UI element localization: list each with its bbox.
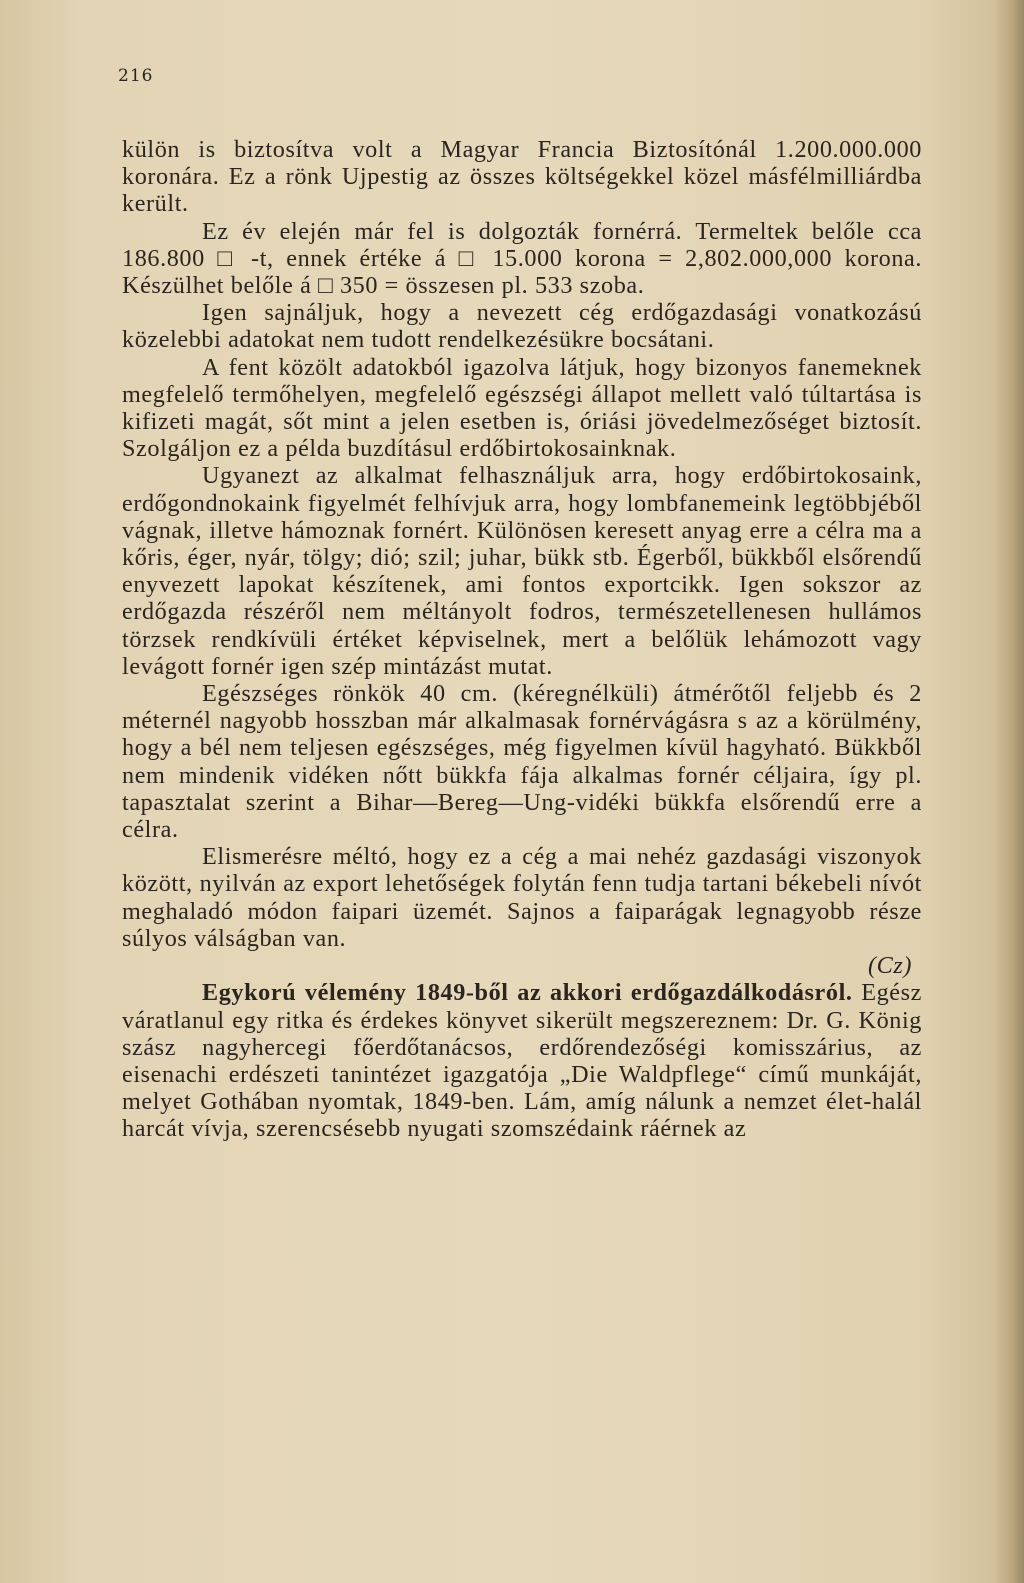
section-heading-text: Egykorú vélemény 1849-ből az akkori erdőgazdálkodásról. (202, 979, 853, 1007)
section-body: Egész váratlanul egy ritka és érdekes könyvet sikerült megszereznem: Dr. G. König szász nagyhercegi főerdőtanácsos, erdőrendezőségi komisszárius, az eisenachi erdészeti tanintézet igazgatója „Die Waldpflege“ című munkáját, melyet Gothában nyomtak, 1849-ben. Lám, amíg nálunk a nemzet élet-halál harcát vívja, szerencsésebb nyugati szomszédaink ráérnek az (122, 979, 922, 1143)
section-heading (122, 979, 922, 1142)
page-number: 216 (118, 66, 154, 86)
paragraph-2: Ez év elején már fel is dolgozták fornérrá. Termeltek belőle cca 186.800 □ -t, ennek értéke á □ 15.000 korona = 2,802.000,000 korona. Készülhet belőle á □ 350 = összesen pl. 533 szoba. (122, 217, 922, 300)
author-signature: (Cz) (867, 952, 912, 980)
paragraph-1: külön is biztosítva volt a Magyar Francia Biztosítónál 1.200.000.000 koronára. Ez a rönk Ujpestig az összes költségekkel közel másfélmilliárdba került. (122, 136, 922, 218)
paragraph-5: Ugyanezt az alkalmat felhasználjuk arra, hogy erdőbirtokosaink, erdőgondnokaink figyelmét felhívjuk arra, hogy lombfanemeink legtöbbjéből vágnak, illetve hámoznak fornért. Különösen keresett anyag erre a célra ma a kőris, éger, nyár, tölgy; dió; szil; juhar, bükk stb. Égerből, bükkből elsőrendű enyvezett lapokat készítenek, ami fontos exportcikk. Igen sokszor az erdőgazda részéről nem méltányolt fodros, természetellenesen hullámos törzsek rendkívüli értéket képviselnek, mert a belőlük lehámozott vagy levágott fornér igen szép mintázást mutat. (122, 462, 922, 680)
body-text (122, 136, 922, 1143)
paragraph-3: Igen sajnáljuk, hogy a nevezett cég erdőgazdasági vonatkozású közelebbi adatokat nem tudott rendelkezésükre bocsátani. (122, 299, 922, 354)
paragraph-4: A fent közölt adatokból igazolva látjuk, hogy bizonyos fanemeknek megfelelő termőhelyen, megfelelő egészségi állapot mellett való túltartása is kifizeti magát, sőt mint a jelen esetben is, óriási jövedelmezőséget biztosít. Szolgáljon ez a példa buzdításul erdőbirtokosainknak. (122, 353, 922, 463)
paragraph-6: Egészséges rönkök 40 cm. (kéregnélküli) átmérőtől feljebb és 2 méternél nagyobb hosszban már alkalmasak fornérvágásra s az a körülmény, hogy a bél nem teljesen egészséges, még figyelmen kívül hagyható. Bükkből nem mindenik vidéken nőtt bükkfa fája alkalmas fornér céljaira, így pl. tapasztalat szerint a Bihar—Bereg—Ung-vidéki bükkfa elsőrendű erre a célra. (122, 680, 922, 844)
page-edge-shadow (994, 0, 1024, 1583)
paragraph-7: Elismerésre méltó, hogy ez a cég a mai nehéz gazdasági viszonyok között, nyilván az export lehetőségek folytán fenn tudja tartani békebeli nívót meghaladó módon faipari üzemét. Sajnos a faiparágak legnagyobb része súlyos válságban van. (122, 843, 922, 952)
